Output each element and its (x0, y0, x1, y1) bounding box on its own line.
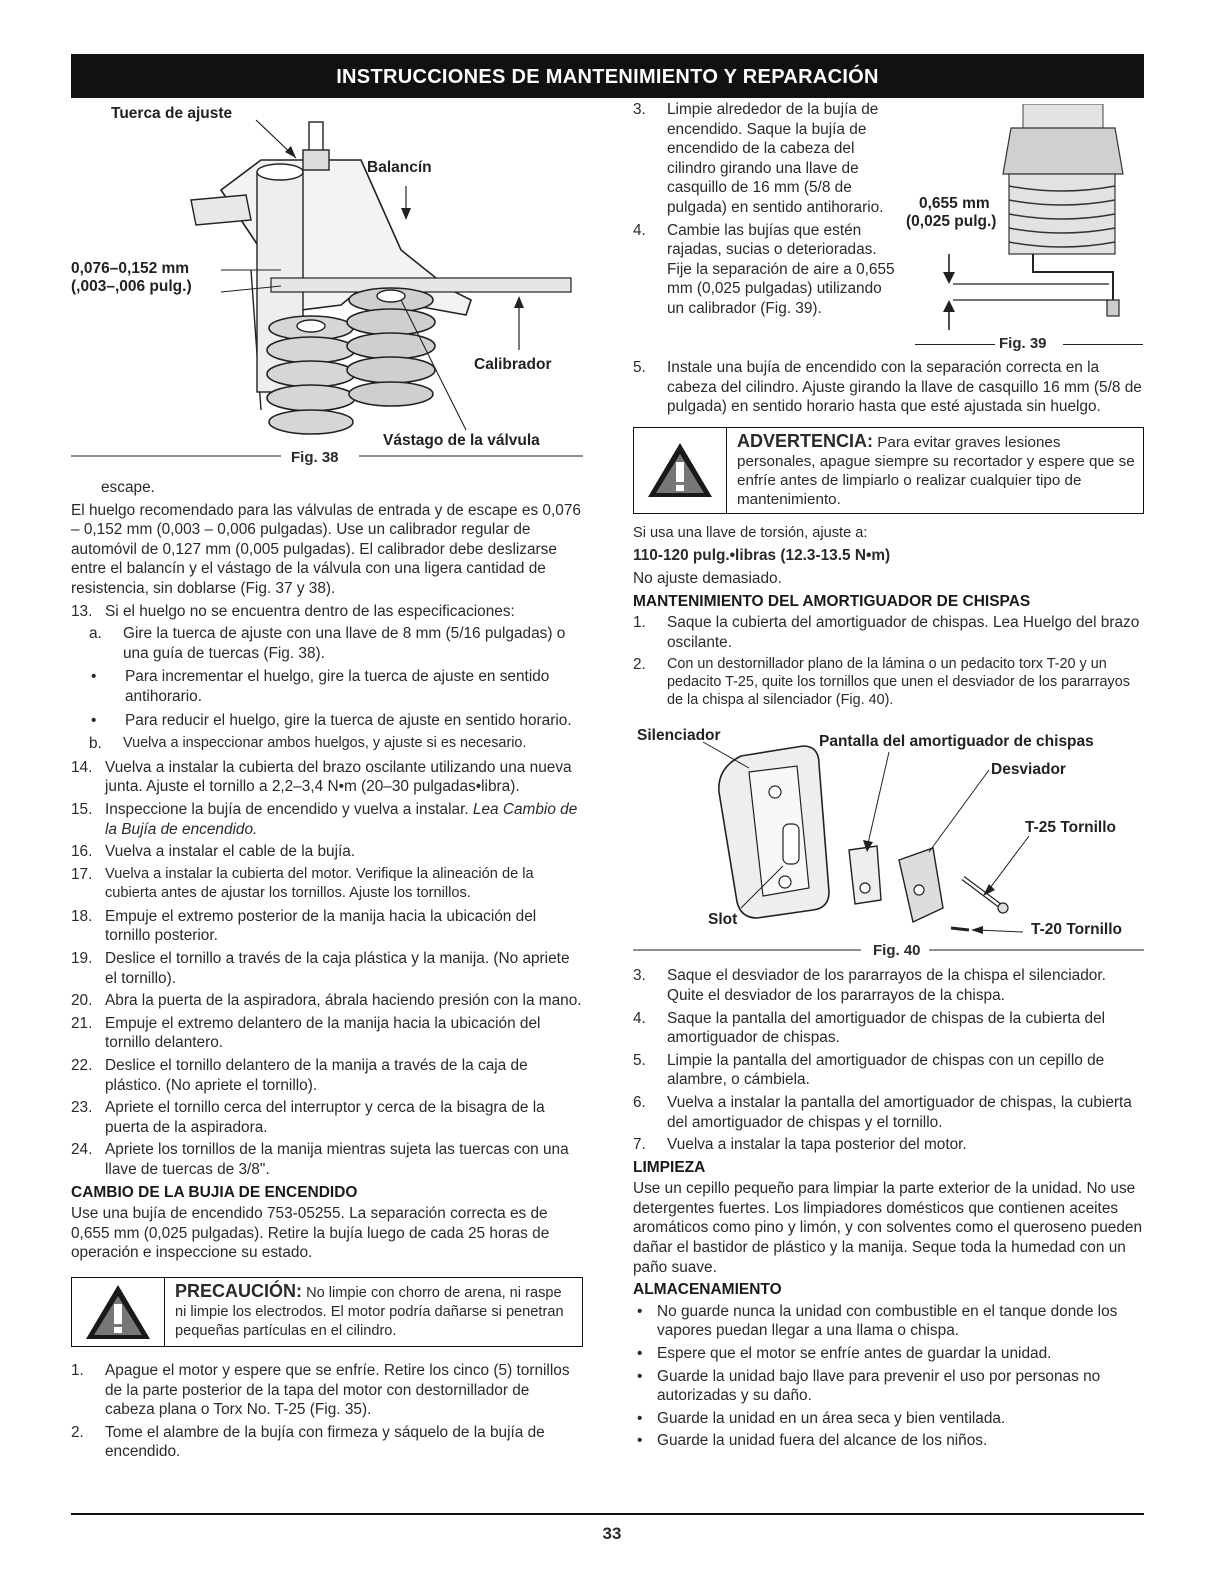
label-gap-mm: 0,655 mm (919, 195, 990, 212)
page-number: 33 (602, 1524, 622, 1543)
valve-gap-paragraph: El huelgo recomendado para las válvulas de entrada y de escape es 0,076 – 0,152 mm (0,003 – 0,006 pulgadas). Use un calibrador regular de automóvil de 0,127 mm (0,005 pulgadas). El calibrador debe deslizarse entre el balancín y el vástago de la válvula con una ligera cantidad de resistencia, sin doblarse (Fig. 37 y 38). (71, 501, 581, 597)
list-item: 2. Tome el alambre de la bujía con firmeza y sáquelo de la bujía de encendido. (71, 1423, 545, 1461)
list-item: 4. Saque la pantalla del amortiguador de chispas de la cubierta del amortiguador de chispas. (633, 1009, 1106, 1047)
torque-intro: Si usa una llave de torsión, ajuste a: (633, 524, 868, 541)
list-item: • Guarde la unidad bajo llave para prevenir el uso por personas no autorizadas y su daño. (637, 1367, 1101, 1405)
list-item: 17. Vuelva a instalar la cubierta del motor. Verifique la alineación de la cubierta antes de ajustar los tornillos. Ajuste los tornillos. (71, 865, 534, 902)
list-item: a. Gire la tuerca de ajuste con una llave de 8 mm (5/16 pulgadas) o una guía de tuercas (Fig. 38). (89, 625, 566, 662)
list-item: 4. Cambie las bujías que estén rajadas, sucias o deterioradas. Fije la separación de aire a 0,655 mm (0,025 pulgadas) utilizando un calibrador (Fig. 39). (633, 221, 895, 317)
label-gap-in: (,003–,006 pulg.) (71, 278, 192, 295)
figure-40 (633, 712, 1144, 966)
label-muffler: Silenciador (637, 727, 721, 745)
list-item: • Guarde la unidad fuera del alcance de los niños. (637, 1432, 988, 1450)
caption-rule (1063, 344, 1143, 345)
heading-storage: ALMACENAMIENTO (633, 1281, 782, 1299)
label-adjust-nut: Tuerca de ajuste (111, 105, 233, 122)
label-valve-stem: Vástago de la válvula (383, 432, 540, 449)
list-item: 1. Saque la cubierta del amortiguador de chispas. Lea Huelgo del brazo oscilante. (633, 614, 1140, 651)
continued-text: escape. (101, 479, 155, 496)
label-arrestor-screen: Pantalla del amortiguador de chispas (819, 733, 1094, 751)
list-item: 1. Apague el motor y espere que se enfríe. Retire los cinco (5) tornillos de la parte posterior de la tapa del motor con destornillador de cabeza plana o Torx No. T-25 (Fig. 35). (71, 1361, 570, 1419)
list-item: • Espere que el motor se enfríe antes de guardar la unidad. (637, 1345, 1052, 1363)
list-item: 3. Limpie alrededor de la bujía de encendido. Saque la bujía de encendido de la cabeza del cilindro girando una llave de casquillo de 16 mm (5/8 de pulgada) en sentido antihorario. (633, 101, 884, 216)
warning-triangle-icon (634, 428, 727, 513)
heading-spark-arrestor: MANTENIMIENTO DEL AMORTIGUADOR DE CHISPAS (633, 592, 1031, 610)
figure-40-caption: Fig. 40 (873, 942, 921, 960)
list-item: b. Vuelva a inspeccionar ambos huelgos, y ajuste si es necesario. (89, 735, 527, 753)
label-t20-screw: T-20 Tornillo (1031, 921, 1122, 939)
label-gap-mm: 0,076–0,152 mm (71, 260, 190, 277)
section-banner: INSTRUCCIONES DE MANTENIMIENTO Y REPARACIÓN (71, 54, 1144, 98)
heading-spark-plug: CAMBIO DE LA BUJIA DE ENCENDIDO (71, 1183, 358, 1201)
list-item: • No guarde nunca la unidad con combustible en el tanque donde los vapores puedan llegar a una llama o chispa. (637, 1302, 1118, 1340)
label-deflector: Desviador (991, 761, 1066, 779)
label-slot: Slot (708, 911, 738, 929)
list-item: • Guarde la unidad en un área seca y bien ventilada. (637, 1409, 1006, 1427)
list-item: 23. Apriete el tornillo cerca del interruptor y cerca de la bisagra de la puerta de la aspiradora. (71, 1099, 545, 1136)
label-feeler-gauge: Calibrador (474, 356, 552, 373)
torque-note: No ajuste demasiado. (633, 569, 782, 587)
label-gap-in: (0,025 pulg.) (906, 213, 997, 230)
figure-39-caption: Fig. 39 (999, 335, 1047, 352)
caution-keyword: PRECAUCIÓN: (175, 1280, 303, 1301)
figure-38 (71, 100, 583, 492)
list-item: 7. Vuelva a instalar la tapa posterior del motor. (633, 1136, 967, 1154)
warning-keyword: ADVERTENCIA: (737, 430, 874, 451)
warning-triangle-icon (72, 1278, 165, 1346)
footer-rule (71, 1513, 1144, 1515)
list-item: 22. Deslice el tornillo delantero de la manija a través de la caja de plástico. (No apriete el tornillo). (71, 1057, 528, 1094)
figure-38-caption: Fig. 38 (291, 449, 339, 466)
caution-text: No limpie con chorro de arena, ni raspe ni limpie los electrodos. El motor podría dañarse si penetran pequeñas partículas en el cilindro. (175, 1284, 564, 1339)
list-item: 20. Abra la puerta de la aspiradora, ábrala haciendo presión con la mano. (71, 992, 582, 1010)
list-item: • Para reducir el huelgo, gire la tuerca de ajuste en sentido horario. (91, 711, 572, 729)
list-item: 19. Deslice el tornillo a través de la caja plástica y la manija. (No apriete el tornillo). (71, 950, 570, 987)
warning-text: Para evitar graves lesiones personales, apague siempre su recortador y espere que se enfríe antes de limpiarlo o realizar cualquier tipo de mantenimiento. (737, 433, 1135, 508)
list-item: 14. Vuelva a instalar la cubierta del brazo oscilante utilizando una nueva junta. Ajuste el tornillo a 2,2–3,4 N•m (20–30 pulgadas•libra). (71, 758, 572, 796)
right-column (633, 100, 1144, 1454)
heading-cleaning: LIMPIEZA (633, 1158, 706, 1176)
list-item: 15. Inspeccione la bujía de encendido y vuelva a instalar. Lea Cambio de la Bujía de encendido. (71, 800, 578, 838)
torque-value: 110-120 pulg.•libras (12.3-13.5 N•m) (633, 547, 891, 565)
label-rocker-arm: Balancín (367, 159, 432, 176)
list-item: 21. Empuje el extremo delantero de la manija hacia la ubicación del tornillo delantero. (71, 1014, 541, 1052)
list-item: 3. Saque el desviador de los pararrayos de la chispa el silenciador. Quite el desviador de los pararrayos de la chispa. (633, 967, 1106, 1004)
caution-box (71, 1277, 583, 1347)
list-item: 13. Si el huelgo no se encuentra dentro de las especificaciones: (71, 602, 515, 620)
list-item: 16. Vuelva a instalar el cable de la bujía. (71, 843, 356, 861)
list-item: 24. Apriete los tornillos de la manija mientras sujeta las tuercas con una llave de tuercas de 3/8". (71, 1141, 569, 1178)
list-item: • Para incrementar el huelgo, gire la tuerca de ajuste en sentido antihorario. (91, 668, 550, 705)
list-item: 5. Limpie la pantalla del amortiguador de chispas con un cepillo de alambre, o cámbiela. (633, 1051, 1105, 1089)
cleaning-paragraph: Use un cepillo pequeño para limpiar la parte exterior de la unidad. No use detergentes fuertes. Los limpiadores domésticos que contienen aceites aromáticos como pino y limón, y con solventes como el queroseno pueden dañar el bastidor de plástico y la manija. Seque toda la humedad con un paño suave. (633, 1180, 1143, 1276)
label-t25-screw: T-25 Tornillo (1025, 819, 1116, 837)
spark-plug-paragraph: Use una bujía de encendido 753-05255. La separación correcta es de 0,655 mm (0,025 pulgadas). Retire la bujía luego de cada 25 horas de operación e inspeccione su estado. (71, 1205, 550, 1262)
warning-box (633, 427, 1144, 514)
left-column (71, 100, 583, 1465)
list-item: 6. Vuelva a instalar la pantalla del amortiguador de chispas, la cubierta del amortiguador de chispas y el tornillo. (633, 1093, 1132, 1131)
spark-plug-steps (633, 100, 1144, 358)
list-item: 18. Empuje el extremo posterior de la manija hacia la ubicación del tornillo posterior. (71, 907, 537, 945)
list-item: 2. Con un destornillador plano de la lámina o un pedacito torx T-20 y un pedacito T-25, quite los tornillos que unen el desviador de los pararrayos de la chispa al silenciador (Fig. 40). (633, 656, 1130, 709)
caption-rule (915, 344, 995, 345)
list-item: 5. Instale una bujía de encendido con la separación correcta en la cabeza del cilindro. Ajuste girando la llave de casquillo 16 mm (5/8 de pulgada) en sentido horario hasta que esté ajustada sin huelgo. (633, 359, 1142, 416)
